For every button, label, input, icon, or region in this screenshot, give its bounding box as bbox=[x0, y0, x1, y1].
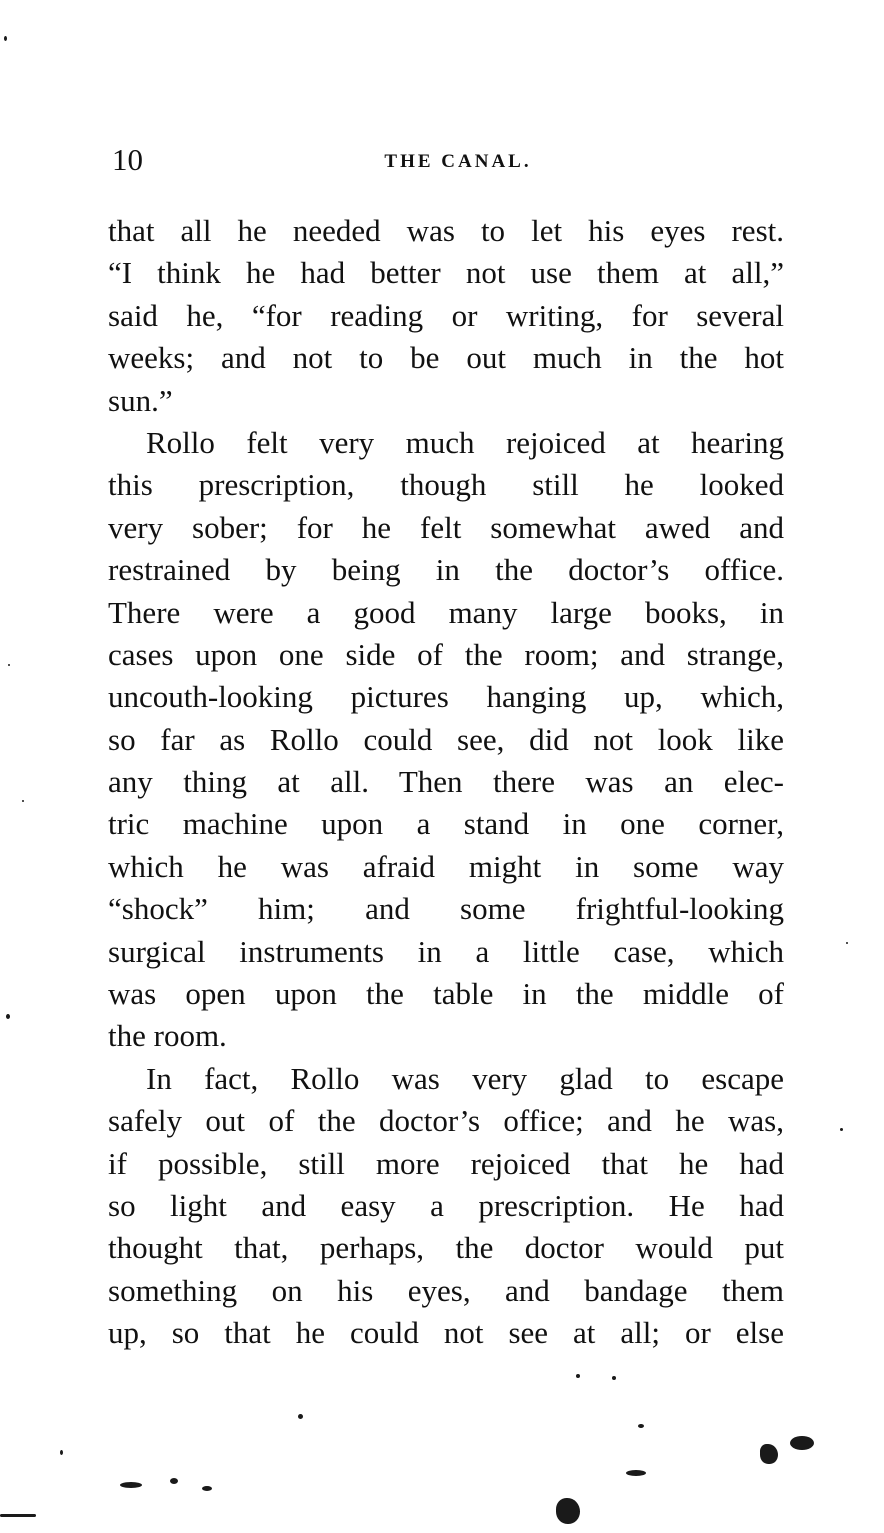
text-line: There were a good many large books, in bbox=[108, 594, 784, 630]
ink-speck bbox=[120, 1482, 142, 1488]
text-line: that all he needed was to let his eyes rest. bbox=[108, 213, 784, 248]
text-line: tric machine upon a stand in one corner, bbox=[108, 806, 784, 842]
ink-speck bbox=[22, 800, 24, 802]
ink-speck bbox=[556, 1498, 580, 1524]
text-line: weeks; and not to be out much in the hot bbox=[108, 340, 784, 376]
running-title: THE CANAL. bbox=[384, 151, 532, 172]
text-line: so far as Rollo could see, did not look like bbox=[108, 721, 784, 757]
text-line: if possible, still more rejoiced that he had bbox=[108, 1145, 784, 1181]
ink-speck bbox=[846, 942, 848, 944]
ink-speck bbox=[170, 1478, 178, 1484]
ink-speck bbox=[790, 1436, 814, 1450]
ink-speck bbox=[626, 1470, 646, 1476]
text-line: surgical instruments in a little case, which bbox=[108, 933, 784, 969]
ink-speck bbox=[202, 1486, 212, 1491]
ink-speck bbox=[760, 1444, 778, 1464]
text-line: Rollo felt very much rejoiced at hearing bbox=[146, 424, 784, 460]
text-line: something on his eyes, and bandage them bbox=[108, 1272, 784, 1308]
text-line: said he, “for reading or writing, for several bbox=[108, 297, 784, 333]
ink-speck bbox=[0, 1514, 36, 1517]
ink-speck bbox=[638, 1424, 644, 1428]
page-number: 10 bbox=[112, 142, 143, 177]
text-line: up, so that he could not see at all; or else bbox=[108, 1315, 784, 1351]
text-line: so light and easy a prescription. He had bbox=[108, 1187, 784, 1223]
text-line: sun.” bbox=[108, 382, 173, 418]
ink-speck bbox=[4, 36, 7, 41]
text-line: uncouth-looking pictures hanging up, which, bbox=[108, 679, 784, 715]
text-line: “I think he had better not use them at all,” bbox=[108, 255, 784, 291]
ink-speck bbox=[60, 1450, 63, 1455]
text-line: safely out of the doctor’s office; and he was, bbox=[108, 1103, 784, 1139]
page-header bbox=[108, 140, 784, 184]
ink-speck bbox=[8, 664, 10, 666]
text-line: this prescription, though still he looked bbox=[108, 467, 784, 503]
text-line: cases upon one side of the room; and strange, bbox=[108, 636, 784, 672]
text-line: was open upon the table in the middle of bbox=[108, 976, 784, 1012]
text-line: “shock” him; and some frightful-looking bbox=[108, 891, 784, 927]
text-line: which he was afraid might in some way bbox=[108, 848, 784, 884]
body-text bbox=[108, 210, 784, 1355]
text-line: very sober; for he felt somewhat awed and bbox=[108, 509, 784, 545]
text-line: any thing at all. Then there was an elec- bbox=[108, 764, 784, 800]
ink-speck bbox=[840, 1128, 843, 1131]
ink-speck bbox=[612, 1376, 616, 1380]
text-line: thought that, perhaps, the doctor would put bbox=[108, 1230, 784, 1266]
text-line: In fact, Rollo was very glad to escape bbox=[146, 1060, 784, 1096]
ink-speck bbox=[576, 1374, 580, 1378]
text-line: the room. bbox=[108, 1018, 227, 1054]
ink-speck bbox=[6, 1014, 10, 1019]
text-line: restrained by being in the doctor’s office. bbox=[108, 552, 784, 588]
ink-speck bbox=[298, 1414, 303, 1419]
